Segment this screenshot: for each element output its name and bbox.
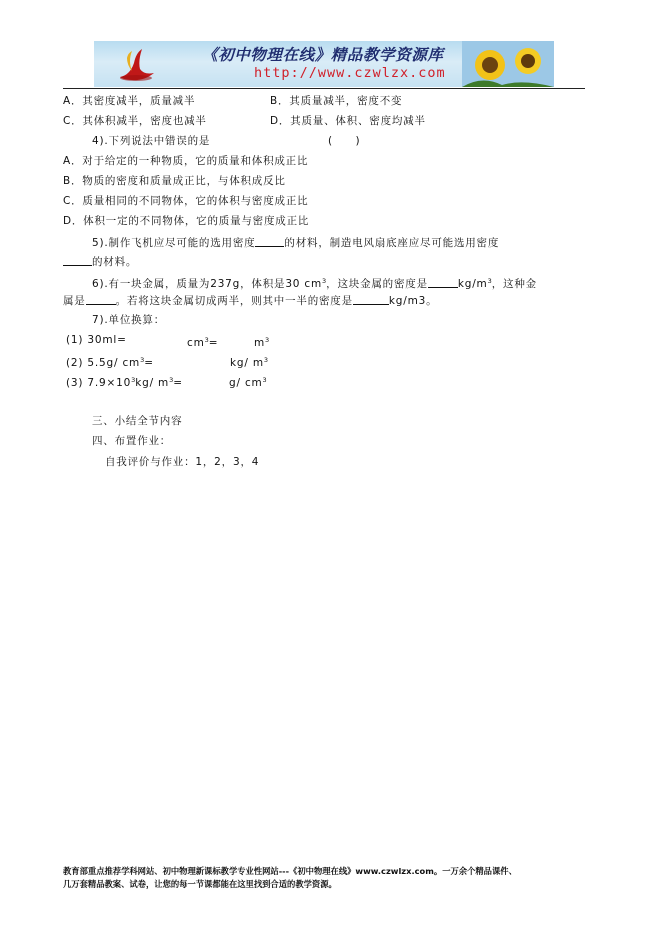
q7-row1-sup-1: 3 <box>204 336 209 344</box>
q4-option-d: D．体积一定的不同物体，它的质量与密度成正比 <box>63 215 310 227</box>
q6-line2 <box>63 293 437 308</box>
q7-row3-value: (3) 7.9×10 <box>66 377 132 389</box>
q6-text-5: 。若将这块金属切成两半，则其中一半的密度是 <box>115 295 353 307</box>
q5-line2 <box>63 254 137 269</box>
q7-row2-equals: = <box>144 357 154 369</box>
q6-line1 <box>92 274 537 291</box>
banner-title: 《初中物理在线》精品教学资源库 <box>202 46 444 64</box>
section-summary-heading: 三、小结全节内容 <box>92 415 183 427</box>
q7-stem: 7).单位换算： <box>92 314 166 326</box>
q7-row2-unit <box>230 353 268 370</box>
q7-row3-sup-2: 3 <box>169 376 174 384</box>
q3-option-b: B．其质量减半，密度不变 <box>270 95 403 107</box>
q6-text-4: 属是 <box>63 295 86 307</box>
q3-option-d: D．其质量、体积、密度均减半 <box>270 115 426 127</box>
q7-row1-equals: = <box>208 337 219 349</box>
q7-row3-gcm: g/ cm <box>229 377 263 389</box>
q6-sup-2: 3 <box>487 277 492 285</box>
q6-sup-1: 3 <box>322 277 327 285</box>
q7-row2-sup-2: 3 <box>263 356 268 364</box>
q6-unit-2: kg/m3。 <box>388 295 438 307</box>
q7-row1-sup-2: 3 <box>265 336 270 344</box>
sunflower-icon <box>462 41 554 87</box>
header-banner <box>94 41 554 87</box>
banner-url[interactable]: http://www.czwlzx.com <box>254 65 446 81</box>
q7-row2-value: (2) 5.5g/ cm <box>66 357 141 369</box>
q5-blank-1[interactable] <box>255 235 284 247</box>
q7-row1-label: (1) 30ml= <box>66 334 127 346</box>
q6-blank-1[interactable] <box>428 276 458 288</box>
q6-text-3: ，这种金 <box>491 278 537 290</box>
q7-row3-unit <box>229 373 267 390</box>
q7-row2-sup-1: 3 <box>140 356 145 364</box>
q6-text-1: 6).有一块金属，质量为237g，体积是30 cm <box>92 278 323 290</box>
q4-stem: 4).下列说法中错误的是 <box>92 135 211 147</box>
q6-unit-1: kg/m <box>457 278 488 290</box>
q4-option-a: A．对于给定的一种物质，它的质量和体积成正比 <box>63 155 309 167</box>
homework-text: 自我评价与作业：1，2，3，4 <box>105 456 260 468</box>
q5-text-3: 的材料。 <box>92 256 138 268</box>
site-logo-icon <box>116 45 156 83</box>
q7-row2-kgm: kg/ m <box>230 357 264 369</box>
q7-row2-label <box>66 353 154 370</box>
q6-text-2: ，这块金属的密度是 <box>326 278 428 290</box>
q6-blank-3[interactable] <box>353 293 389 305</box>
q7-row1-m: m <box>254 337 266 349</box>
section-homework-heading: 四、布置作业： <box>92 435 172 447</box>
q7-row3-kgm: kg/ m <box>135 377 170 389</box>
q5-blank-2[interactable] <box>63 254 92 266</box>
q7-row1-unit-b <box>254 333 269 350</box>
q5-line1 <box>92 235 499 250</box>
q6-blank-2[interactable] <box>86 293 116 305</box>
q7-row3-equals: = <box>173 377 183 389</box>
q4-answer-paren: ( ) <box>328 135 361 147</box>
q7-row1-cm: cm <box>187 337 205 349</box>
q4-option-c: C．质量相同的不同物体，它的体积与密度成正比 <box>63 195 309 207</box>
q5-text-1: 5).制作飞机应尽可能的选用密度 <box>92 237 256 249</box>
q7-row3-label <box>66 373 183 390</box>
q7-row3-sup-3: 3 <box>262 376 267 384</box>
q7-row1-unit-a <box>187 333 218 350</box>
q5-text-2: 的材料，制造电风扇底座应尽可能选用密度 <box>284 237 500 249</box>
q3-option-c: C．其体积减半，密度也减半 <box>63 115 207 127</box>
q3-option-a: A．其密度减半，质量减半 <box>63 95 196 107</box>
header-rule <box>63 88 585 89</box>
footer-line-1: 教育部重点推荐学科网站、初中物理新课标教学专业性网站---《初中物理在线》www.czwlzx.com。一万余个精品课件、 <box>63 866 517 876</box>
footer-line-2: 几万套精品教案、试卷，让您的每一节课都能在这里找到合适的教学资源。 <box>63 879 337 889</box>
q4-option-b: B．物质的密度和质量成正比，与体积成反比 <box>63 175 286 187</box>
q7-row3-sup-1: 3 <box>131 376 136 384</box>
